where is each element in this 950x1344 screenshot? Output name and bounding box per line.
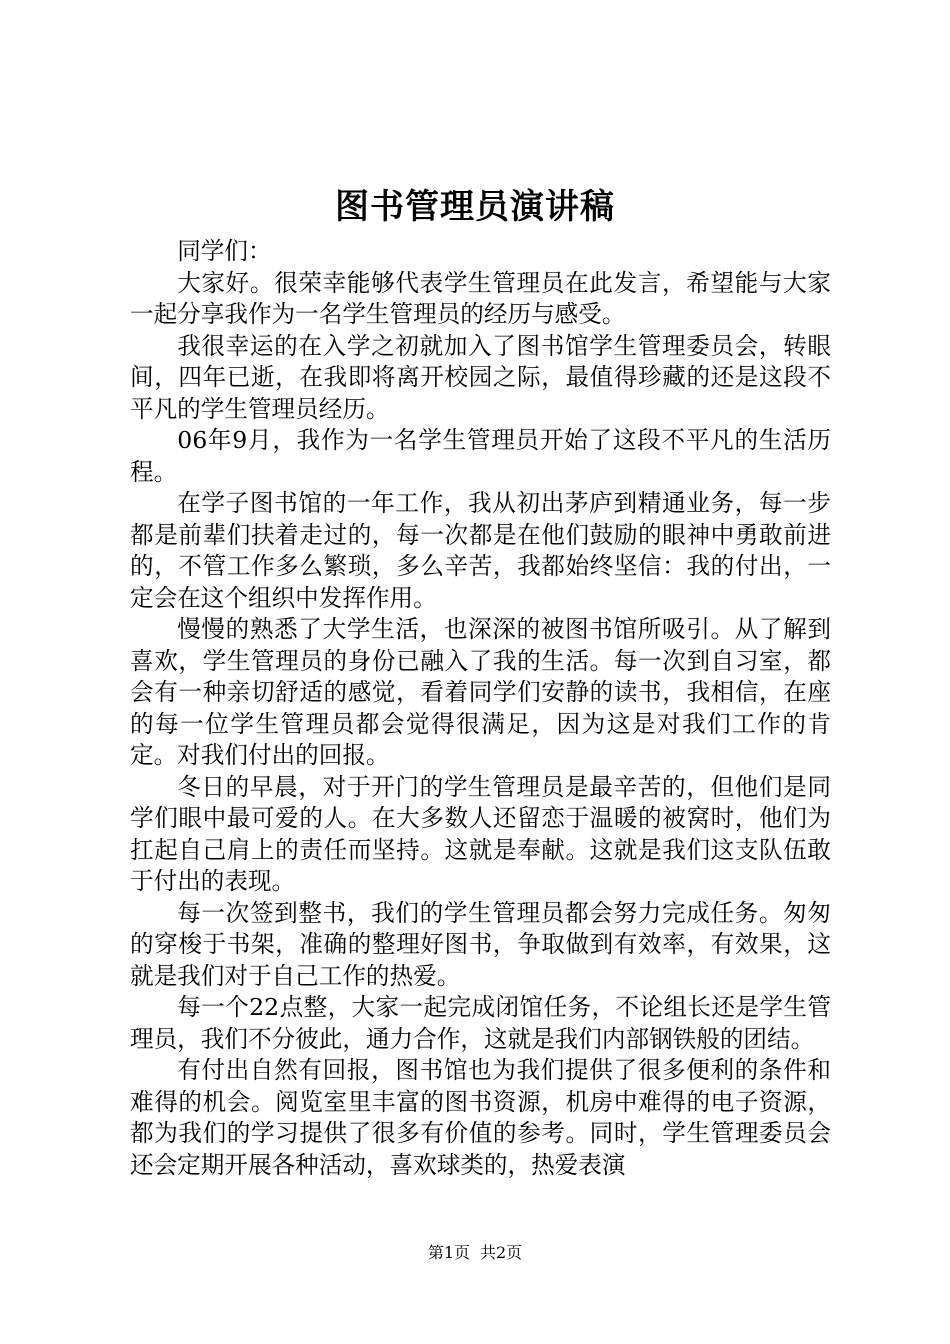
paragraph: 每一次签到整书，我们的学生管理员都会努力完成任务。匆匆的穿梭于书架，准确的整理好图书，争取做到有效率，有效果，这就是我们对于自己工作的热爱。 bbox=[130, 898, 831, 990]
paragraph: 在学子图书馆的一年工作，我从初出茅庐到精通业务，每一步都是前辈们扶着走过的，每一次都是在他们鼓励的眼神中勇敢前进的，不管工作多么繁琐，多么辛苦，我都始终坚信：我的付出，一定会在这个组织中发挥作用。 bbox=[130, 489, 831, 612]
paragraph: 我很幸运的在入学之初就加入了图书馆学生管理委员会，转眼间，四年已逝，在我即将离开校园之际，最值得珍藏的还是这段不平凡的学生管理员经历。 bbox=[130, 331, 831, 423]
paragraph: 有付出自然有回报，图书馆也为我们提供了很多便利的条件和难得的机会。阅览室里丰富的图书资源，机房中难得的电子资源，都为我们的学习提供了很多有价值的参考。同时，学生管理委员会还会定期开展各种活动，喜欢球类的，热爱表演 bbox=[130, 1056, 831, 1179]
document-title: 图书管理员演讲稿 bbox=[335, 187, 615, 227]
page-number: 第1页 bbox=[427, 1243, 470, 1262]
paragraph-salutation: 同学们： bbox=[177, 237, 272, 265]
paragraph: 慢慢的熟悉了大学生活，也深深的被图书馆所吸引。从了解到喜欢，学生管理员的身份已融入了我的生活。每一次到自习室，都会有一种亲切舒适的感觉，看着同学们安静的读书，我相信，在座的每一位学生管理员都会觉得很满足，因为这是对我们工作的肯定。对我们付出的回报。 bbox=[130, 615, 831, 769]
page-footer bbox=[0, 1243, 950, 1263]
paragraph: 冬日的早晨，对于开门的学生管理员是最辛苦的，但他们是同学们眼中最可爱的人。在大多数人还留恋于温暖的被窝时，他们为扛起自己肩上的责任而坚持。这就是奉献。这就是我们这支队伍敢于付出的表现。 bbox=[130, 772, 831, 895]
paragraph: 06年9月，我作为一名学生管理员开始了这段不平凡的生活历程。 bbox=[130, 426, 831, 486]
paragraph: 大家好。很荣幸能够代表学生管理员在此发言，希望能与大家一起分享我作为一名学生管理员的经历与感受。 bbox=[130, 268, 831, 328]
page-total: 共2页 bbox=[480, 1243, 523, 1262]
document-body bbox=[130, 236, 831, 1181]
paragraph: 每一个22点整，大家一起完成闭馆任务，不论组长还是学生管理员，我们不分彼此，通力合作，这就是我们内部钢铁般的团结。 bbox=[130, 993, 831, 1053]
